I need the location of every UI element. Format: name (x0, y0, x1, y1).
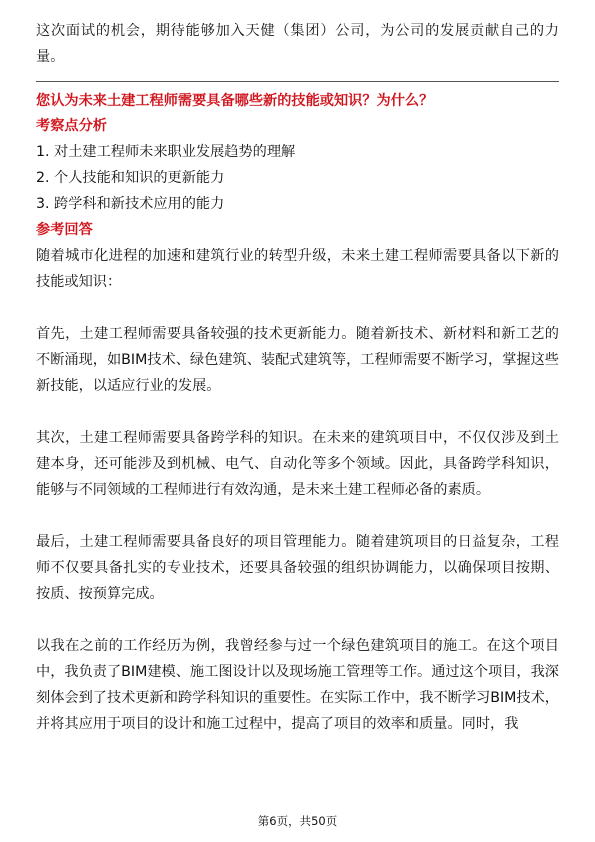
answer-paragraph: 首先，土建工程师需要具备较强的技术更新能力。随着新技术、新材料和新工艺的不断涌现，如BIM技术、绿色建筑、装配式建筑等，工程师需要不断学习，掌握这些新技能，以适应行业的发展。 (36, 326, 559, 394)
analysis-heading: 考察点分析 (36, 118, 107, 134)
paragraph-spacer (36, 503, 559, 529)
section-divider (36, 81, 559, 82)
paragraph-spacer (36, 399, 559, 425)
answer-paragraph: 随着城市化进程的加速和建筑行业的转型升级，未来土建工程师需要具备以下新的技能或知识： (36, 248, 559, 290)
intro-paragraph: 这次面试的机会，期待能够加入天健（集团）公司，为公司的发展贡献自己的力量。 (36, 23, 559, 65)
analysis-item: 1. 对土建工程师未来职业发展趋势的理解 (36, 144, 296, 160)
analysis-item: 2. 个人技能和知识的更新能力 (36, 170, 225, 186)
analysis-list (36, 139, 559, 217)
page-number-footer: 第6页，共50页 (257, 814, 338, 828)
answer-paragraph: 其次，土建工程师需要具备跨学科的知识。在未来的建筑项目中，不仅仅涉及到土建本身，还可能涉及到机械、电气、自动化等多个领域。因此，具备跨学科知识，能够与不同领域的工程师进行有效沟通，是未来土建工程师必备的素质。 (36, 430, 559, 498)
paragraph-spacer (36, 295, 559, 321)
question-title: 您认为未来土建工程师需要具备哪些新的技能或知识？为什么？ (36, 93, 434, 109)
answer-heading: 参考回答 (36, 222, 93, 238)
paragraph-spacer (36, 607, 559, 633)
answer-paragraph: 最后，土建工程师需要具备良好的项目管理能力。随着建筑项目的日益复杂，工程师不仅要具备扎实的专业技术，还要具备较强的组织协调能力，以确保项目按期、按质、按预算完成。 (36, 534, 559, 602)
analysis-item: 3. 跨学科和新技术应用的能力 (36, 196, 225, 212)
page-content (36, 18, 559, 737)
answer-paragraph: 以我在之前的工作经历为例，我曾经参与过一个绿色建筑项目的施工。在这个项目中，我负责了BIM建模、施工图设计以及现场施工管理等工作。通过这个项目，我深刻体会到了技术更新和跨学科知识的重要性。在实际工作中，我不断学习BIM技术，并将其应用于项目的设计和施工过程中，提高了项目的效率和质量。同时，我 (36, 638, 559, 732)
